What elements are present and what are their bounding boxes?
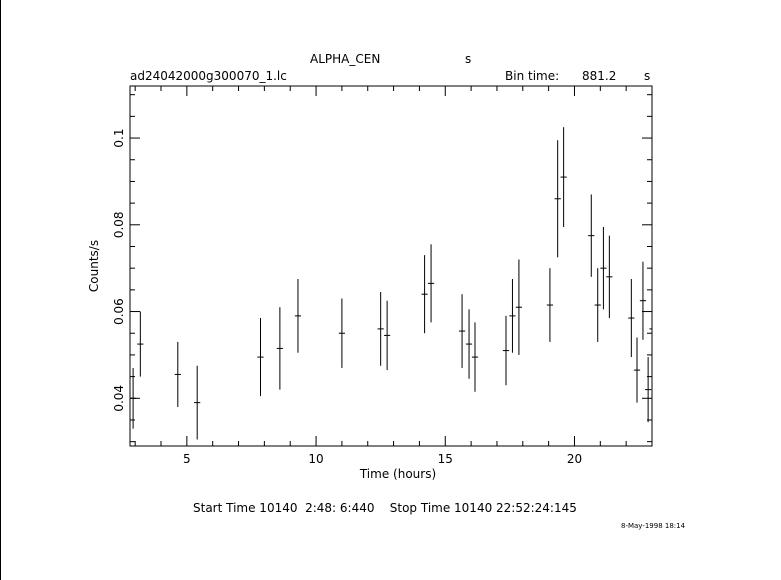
- y-tick-label: 0.1: [112, 128, 126, 148]
- file-name-label: ad24042000g300070_1.lc: [130, 69, 287, 83]
- data-point: [295, 279, 301, 353]
- data-point: [640, 262, 646, 340]
- data-point: [277, 307, 283, 389]
- data-point: [561, 127, 567, 227]
- start-stop-time: Start Time 10140 2:48: 6:440 Stop Time 10140 22:52:24:145: [193, 501, 577, 515]
- data-point: [339, 299, 345, 368]
- plot-frame: [130, 86, 652, 446]
- x-tick-label: 10: [308, 452, 324, 466]
- data-point: [634, 338, 640, 403]
- plot-title: ALPHA_CEN: [310, 52, 381, 66]
- data-point: [257, 318, 263, 396]
- data-point: [645, 357, 651, 422]
- data-points: [130, 127, 652, 439]
- data-point: [175, 342, 181, 407]
- data-point: [466, 309, 472, 378]
- data-point: [378, 292, 384, 366]
- data-point: [547, 268, 553, 342]
- data-point: [384, 301, 390, 370]
- data-point: [600, 227, 606, 309]
- data-point: [606, 236, 612, 318]
- data-point: [194, 366, 200, 440]
- bin-time-unit: s: [644, 69, 651, 83]
- data-point: [137, 312, 143, 377]
- data-point: [588, 194, 594, 276]
- data-point: [555, 140, 561, 257]
- data-point: [509, 279, 515, 353]
- data-point: [628, 279, 634, 357]
- data-point: [516, 259, 522, 354]
- y-tick-label: 0.08: [112, 211, 126, 239]
- axis-tick-labels: [112, 129, 582, 466]
- data-point: [503, 316, 509, 385]
- y-tick-label: 0.06: [112, 298, 126, 325]
- x-tick-label: 15: [437, 452, 453, 466]
- x-tick-label: 20: [566, 452, 583, 466]
- y-axis-label: Counts/s: [87, 239, 101, 293]
- data-point: [651, 279, 652, 344]
- axis-ticks: [130, 86, 652, 446]
- data-point: [421, 255, 427, 333]
- print-date: 8-May-1998 18:14: [621, 522, 686, 530]
- data-point: [459, 294, 465, 368]
- data-point: [472, 322, 478, 391]
- bin-time-label: Bin time:: [505, 69, 560, 83]
- bin-time-value: 881.2: [582, 69, 617, 83]
- x-tick-label: 5: [183, 452, 191, 466]
- x-axis-label: Time (hours): [359, 467, 437, 481]
- title-unit-label: s: [465, 52, 472, 66]
- y-tick-label: 0.04: [112, 384, 126, 412]
- data-point: [595, 268, 601, 342]
- data-point: [428, 244, 434, 322]
